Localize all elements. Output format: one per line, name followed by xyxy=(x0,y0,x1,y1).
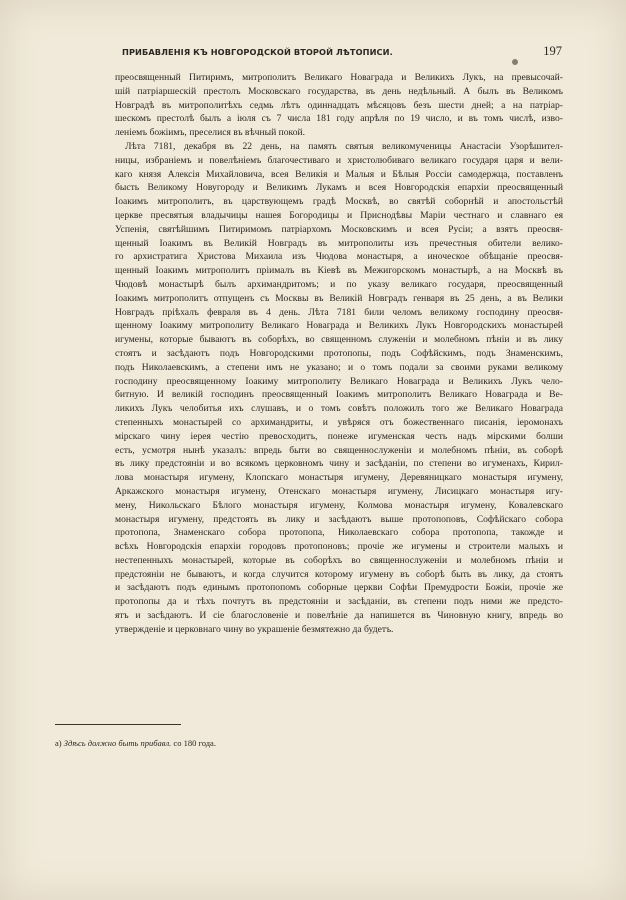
text-line: каго князя Алексія Михайловича, всея Великія и Малыя и Бѣлыя Россіи самодержца, поставленъ xyxy=(115,168,563,180)
text-line: Успенія, святѣйшимъ Питиримомъ патріархомъ Московскимъ и всея Русіи; а взятъ преосвя- xyxy=(115,223,563,235)
footnote-marker: а) xyxy=(55,738,62,748)
text-line: преосвященный Питиримъ, митрополитъ Великаго Новаграда и Великихъ Лукъ, на превысочай- xyxy=(115,72,563,83)
text-line: предстояніи не бываютъ, и когда случится которому игумену въ соборѣ быть въ лику, да стоятъ xyxy=(115,568,563,580)
ink-spot-mark xyxy=(512,59,518,65)
text-line: ликихъ Лукъ челобитья ихъ слушавъ, и о томъ совѣтъ положилъ того же Великаго Новаграда xyxy=(115,403,563,415)
footnote xyxy=(55,738,216,748)
text-line: мену, Никольскаго Бѣлого монастыря игумену, Колмова монастыря игумену, Ковалевскаго xyxy=(115,499,563,511)
text-line: монастыря игумену, предстоять въ лику и засѣдаютъ выше протопоповъ, Софѣйскаго собора xyxy=(115,513,563,525)
paragraph xyxy=(115,71,563,140)
text-line: нестепенныхъ монастырей, которые въ соборѣхъ во священнослуженіи и молебномъ пѣніи и xyxy=(115,554,563,566)
page-header xyxy=(116,44,562,59)
text-line: Іоакимъ митрополитъ, въ царствующемъ градѣ Москвѣ, во святѣй соборнѣй и апостольстѣй xyxy=(115,196,563,208)
text-line: Аркажского монастыря игумену, Отенскаго монастыря игумену, Лисицкаго монастыря игу- xyxy=(115,485,563,497)
text-line: господину преосвященному Іоакиму митрополиту Великаго Новаграда и Великихъ Лукъ чело- xyxy=(115,375,563,387)
text-line: Іоакимъ митрополитъ отпущенъ съ Москвы въ Великій Новградъ генваря въ 25 день, а въ Велики xyxy=(115,292,563,304)
text-line: и засѣдаютъ подъ единымъ протопопомъ соборные церкви Софѣи Премудрости Божіи, прочіе же xyxy=(115,582,563,594)
text-line: битную. И великій господинъ преосвященный Іоакимъ митрополитъ Великаго Новаграда и Ве- xyxy=(115,389,563,401)
body-text xyxy=(115,71,563,637)
text-line: щенному Іоакиму митрополиту Великаго Новаграда и Великихъ Лукъ Новгородскихъ монастырей xyxy=(115,320,563,332)
footnote-plain-text: со 180 года. xyxy=(173,738,216,748)
text-line: ницы, избраніемъ и повелѣніемъ благочестиваго и христолюбиваго великаго государя царя и вели- xyxy=(115,154,563,166)
text-line: Лѣта 7181, декабря въ 22 день, на память святыя великомученицы Анастасіи Узорѣшител- xyxy=(125,140,563,152)
paragraph xyxy=(115,140,563,637)
text-line: Чюдовѣ монастырѣ былъ архимандритомъ; и по указу великаго государя, преосвященный xyxy=(115,278,563,290)
text-line: церкве пресвятыя владычицы нашея Богородицы и Приснодѣвы Маріи честнаго и славнаго ея xyxy=(115,209,563,221)
text-line: есть, усмотря нынѣ указалъ: впредь быти во священнослуженіи и молебномъ пѣніи, въ соборѣ xyxy=(115,444,563,456)
text-line: въ лику предстояніи и во всякомъ церковномъ чину и засѣданіи, по степени во игуменахъ, Кирил- xyxy=(115,458,563,470)
page-number: 197 xyxy=(543,44,562,58)
text-line: ятъ и засѣдаютъ. И сіе благословеніе и повелѣніе да напишется въ Чиновную книгу, впредь во xyxy=(115,610,563,622)
text-line: протопопа, Знаменскаго собора протопопа, Николаевскаго собора протопопа, такожде и xyxy=(115,527,563,539)
text-line: го архистратига Христова Михаила изъ Чюдова монастыря, а иноческое обѣщаніе преосвя- xyxy=(115,251,563,263)
text-line: шій патріаршескій престолъ Московскаго государства, въ день недѣльный. А былъ въ Великомъ xyxy=(115,85,563,97)
text-line: мірскаго чину іерея честію превосходитъ, понеже игуменская честь надъ мірскими болши xyxy=(115,430,563,442)
text-line: леніемъ божіимъ, преселися въ вѣчный покой. xyxy=(115,127,306,139)
running-head: ПРИБАВЛЕНІЯ КЪ НОВГОРОДСКОЙ ВТОРОЙ ЛѢТОПИСИ. xyxy=(122,47,393,57)
text-line: подъ Николаевскимъ, а степени имъ не указано; и о томъ подали за своими руками великому xyxy=(115,361,563,373)
text-line: степенныхъ монастырей со архимандриты, и увѣряся отъ божественнаго писанія, іеромонахъ xyxy=(115,416,563,428)
text-line: бысть Великому Новугороду и Великимъ Лукамъ и всея Новгородскія епархіи преосвященный xyxy=(115,182,563,194)
footnote-rule xyxy=(55,724,181,725)
text-line: всѣхъ Новгородскія епархіи городовъ протопоновъ; прочіе же игумены и строители малыхъ и xyxy=(115,541,563,553)
text-line: Новградъ пріѣхалъ февраля въ 4 день. Лѣта 7181 били челомъ великому господину преосвя- xyxy=(115,306,563,318)
text-line: стоятъ и засѣдаютъ подъ Новгородскими протопопы, подъ Софѣйскимъ, подъ Знаменскимъ, xyxy=(115,347,563,359)
text-line: шескомъ престолѣ былъ а іюля съ 7 числа 181 году апрѣля по 19 число, и въ томъ числѣ, изво- xyxy=(115,113,563,125)
text-line: щенный Іоакимъ въ Великій Новградъ въ митрополиты изъ пречестныя обители велико- xyxy=(115,237,563,249)
footnote-italic-text: Здѣсь должно быть прибавл. xyxy=(63,738,172,748)
text-line: Новградѣ въ митрополитѣхъ седмь лѣтъ одиннадцать мѣсяцовъ безъ шести дней; а на патріар- xyxy=(115,99,563,111)
text-line: лова монастыря игумену, Клопскаго монастыря игумену, Деревяницкаго монастыря игумену, xyxy=(115,472,563,484)
text-line: протопопы да и тѣхъ почтутъ въ предстояніи и засѣданіи, въ степени подъ ними же предсто- xyxy=(115,596,563,608)
text-line: щенный Іоакимъ митрополитъ пріималъ въ Кіевѣ въ Межигорскомъ монастырѣ, а на Москвѣ въ xyxy=(115,265,563,277)
text-line: игумены, которые бываютъ въ соборѣхъ, во священномъ служеніи и молебномъ пѣніи и въ лику xyxy=(115,334,563,346)
text-line: утвержденіе и церковнаго чину во украшеніе безмятежно да будетъ. xyxy=(115,623,394,635)
